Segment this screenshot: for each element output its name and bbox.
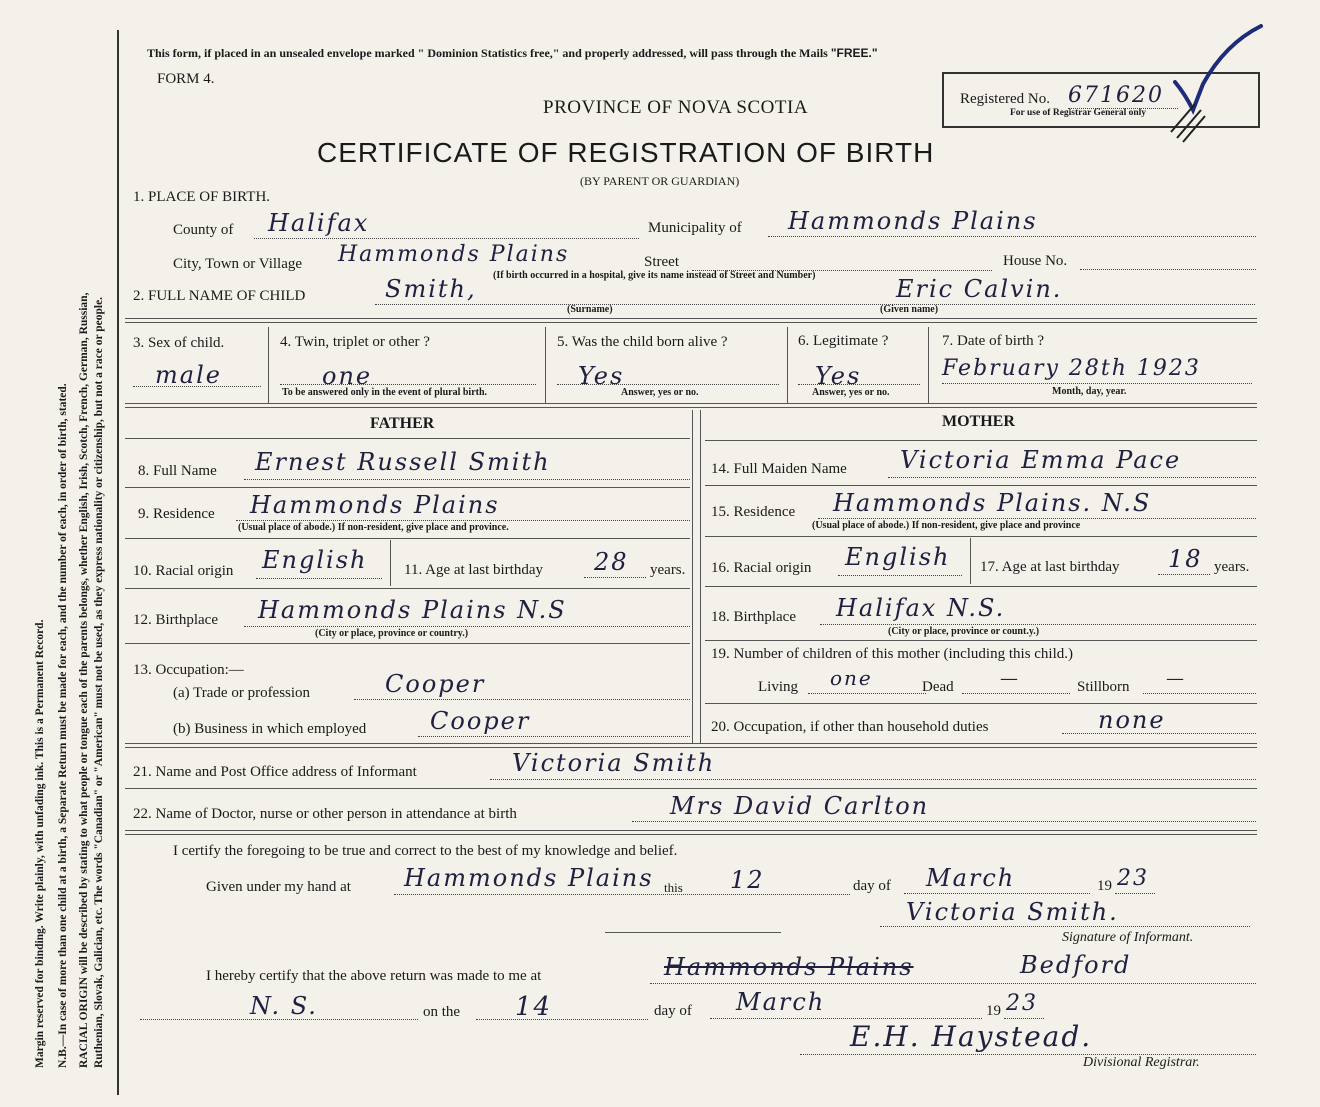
- father-racial-label: 10. Racial origin: [133, 563, 234, 579]
- dob-note: Month, day, year.: [1052, 386, 1127, 397]
- divider-4-5: [545, 327, 546, 403]
- divider-5-6: [787, 327, 788, 403]
- father-name-line: [244, 479, 690, 480]
- father-birthplace-value: Hammonds Plains N.S: [258, 596, 567, 624]
- signature-rule: [605, 932, 781, 933]
- father-name-value: Ernest Russell Smith: [255, 448, 551, 476]
- mother-heading-rule: [705, 440, 1257, 441]
- father-age-unit: years.: [650, 562, 686, 578]
- given-day-of-label: day of: [853, 878, 891, 894]
- business-value: Cooper: [430, 707, 531, 735]
- legitimate-label: 6. Legitimate ?: [798, 333, 889, 349]
- alive-label: 5. Was the child born alive ?: [557, 334, 728, 350]
- stillborn-value: —: [1166, 668, 1186, 689]
- given-place-line: [394, 894, 850, 895]
- mother-age-value: 18: [1168, 545, 1203, 573]
- informant-value: Victoria Smith: [512, 749, 716, 777]
- child-name-line: [375, 304, 1255, 305]
- on-the-label: on the: [423, 1004, 461, 1020]
- alive-note: Answer, yes or no.: [621, 387, 699, 398]
- mother-birthplace-line: [820, 624, 1256, 625]
- rule-after-attendant: [125, 830, 1257, 835]
- mother-rule-4: [705, 640, 1257, 641]
- county-label: County of: [173, 222, 234, 238]
- attendant-value: Mrs David Carlton: [670, 792, 930, 820]
- checkmark-icon: [1165, 22, 1270, 147]
- county-value: Halifax: [268, 209, 370, 237]
- municipality-value: Hammonds Plains: [788, 207, 1038, 235]
- trade-label: (a) Trade or profession: [173, 685, 311, 701]
- city-label: City, Town or Village: [173, 256, 303, 272]
- registrar-month: March: [736, 988, 826, 1016]
- mother-occupation-value: none: [1098, 706, 1166, 734]
- rule-after-name: [125, 318, 1257, 323]
- registrar-place-line: [650, 983, 1256, 984]
- father-rule-3: [125, 588, 690, 589]
- informant-signature: Victoria Smith.: [906, 898, 1119, 926]
- hospital-note: (If birth occurred in a hospital, give its name instead of Street and Number): [493, 270, 816, 281]
- registrar-statement: I hereby certify that the above return was made to me at: [206, 968, 542, 984]
- municipality-label: Municipality of: [648, 220, 742, 236]
- dead-value: —: [1000, 668, 1020, 689]
- registrar-year-line: [1004, 1018, 1044, 1019]
- father-age-label: 11. Age at last birthday: [404, 562, 543, 578]
- informant-label: 21. Name and Post Office address of Informant: [133, 764, 417, 780]
- father-birthplace-label: 12. Birthplace: [133, 612, 218, 628]
- registrar-place-cont: N. S.: [250, 992, 318, 1020]
- margin-note-binding: Margin reserved for binding. Write plainly, with unfading ink. This is a Permanent Record.: [34, 619, 46, 1068]
- given-year-line: [1115, 893, 1155, 894]
- mother-age-line: [1158, 574, 1210, 575]
- alive-value: Yes: [578, 362, 625, 390]
- given-year-prefix: 19: [1097, 878, 1112, 894]
- child-name-label: 2. FULL NAME OF CHILD: [133, 288, 306, 304]
- parents-divider-right: [700, 410, 701, 744]
- father-name-label: 8. Full Name: [138, 463, 217, 479]
- sex-line: [133, 386, 261, 387]
- mother-age-label: 17. Age at last birthday: [980, 559, 1120, 575]
- mother-name-line: [888, 477, 1256, 478]
- registrar-place-struck: Hammonds Plains: [664, 953, 914, 981]
- legitimate-line: [798, 384, 920, 385]
- street-label: Street: [644, 254, 679, 270]
- registrar-year-prefix: 19: [986, 1003, 1001, 1019]
- given-day: 12: [730, 866, 765, 894]
- living-label: Living: [758, 679, 798, 695]
- rule-after-parents: [125, 743, 1257, 748]
- father-residence-value: Hammonds Plains: [250, 491, 500, 519]
- mother-residence-note: (Usual place of abode.) If non-resident, give place and province: [812, 520, 1081, 531]
- margin-note-racial-origin-1: RACIAL ORIGIN will be described by stating to what people or tongue each of the parents belongs, whether English, Irish, Scotch, French, German, Russian,: [78, 292, 90, 1068]
- mother-racial-label: 16. Racial origin: [711, 560, 812, 576]
- registrar-month-line: [710, 1018, 982, 1019]
- dob-value: February 28th 1923: [942, 356, 1201, 381]
- attendant-line: [632, 821, 1256, 822]
- surname-caption: (Surname): [567, 304, 613, 315]
- father-residence-line: [236, 520, 690, 521]
- legitimate-note: Answer, yes or no.: [812, 387, 890, 398]
- mail-note: This form, if placed in an unsealed envelope marked " Dominion Statistics free," and properly addressed, will pass through the Mails "FREE.": [147, 46, 878, 60]
- registrar-note: For use of Registrar General only: [1010, 108, 1147, 118]
- father-heading: FATHER: [370, 415, 435, 432]
- given-year: 23: [1117, 866, 1149, 891]
- divider-3-4: [268, 327, 269, 403]
- mother-name-label: 14. Full Maiden Name: [711, 461, 847, 477]
- twin-line: [280, 384, 536, 385]
- stillborn-line: [1143, 693, 1256, 694]
- given-label: Given under my hand at: [206, 879, 351, 895]
- mother-birthplace-value: Halifax N.S.: [836, 594, 1006, 622]
- father-birthplace-line: [244, 626, 690, 627]
- given-month: March: [926, 864, 1016, 892]
- father-residence-label: 9. Residence: [138, 506, 215, 522]
- registrar-day: 14: [515, 992, 553, 1022]
- registered-label: Registered No.: [960, 91, 1050, 107]
- mother-birthplace-label: 18. Birthplace: [711, 609, 796, 625]
- informant-signature-caption: Signature of Informant.: [1062, 930, 1194, 945]
- father-rule-1: [125, 487, 690, 488]
- mother-name-value: Victoria Emma Pace: [900, 446, 1182, 474]
- rule-after-details: [125, 403, 1257, 408]
- margin-note-multiple-births: N.B.—In case of more than one child at a birth, a Separate Return must be made for each, and the number of each, in order of birth, stated.: [57, 383, 69, 1068]
- mother-residence-line: [818, 518, 1256, 519]
- page-title: CERTIFICATE OF REGISTRATION OF BIRTH: [317, 137, 935, 168]
- registrar-day-line: [476, 1019, 648, 1020]
- father-occupation-label: 13. Occupation:—: [133, 662, 244, 678]
- form-number: FORM 4.: [157, 71, 215, 87]
- binding-margin-line: [117, 30, 119, 1095]
- mother-occupation-line: [1062, 733, 1256, 734]
- mother-age-unit: years.: [1214, 559, 1250, 575]
- province-heading: PROVINCE OF NOVA SCOTIA: [543, 97, 809, 118]
- city-value: Hammonds Plains: [338, 242, 570, 267]
- father-age-value: 28: [594, 548, 629, 576]
- dob-label: 7. Date of birth ?: [942, 333, 1045, 349]
- mother-rule-2: [705, 536, 1257, 537]
- rule-after-informant: [125, 788, 1257, 789]
- father-rule-4: [125, 643, 690, 644]
- mother-residence-value: Hammonds Plains. N.S: [833, 489, 1152, 517]
- mother-rule-1: [705, 485, 1257, 486]
- mother-heading: MOTHER: [942, 413, 1015, 430]
- twin-value: one: [322, 362, 373, 390]
- father-residence-note: (Usual place of abode.) If non-resident, give place and province.: [238, 522, 509, 533]
- business-label: (b) Business in which employed: [173, 721, 367, 737]
- sex-value: male: [155, 361, 222, 389]
- father-age-line: [584, 577, 646, 578]
- informant-line: [490, 779, 1256, 780]
- father-racial-line: [256, 578, 382, 579]
- registrar-year: 23: [1006, 991, 1038, 1016]
- legitimate-value: Yes: [815, 362, 862, 390]
- stillborn-label: Stillborn: [1077, 679, 1130, 695]
- father-rule-2: [125, 538, 690, 539]
- municipality-line: [768, 236, 1256, 237]
- parents-divider-left: [692, 410, 693, 744]
- twin-note: To be answered only in the event of plural birth.: [282, 387, 488, 398]
- twin-label: 4. Twin, triplet or other ?: [280, 334, 430, 350]
- page-subtitle: (BY PARENT OR GUARDIAN): [580, 174, 740, 188]
- registrar-place-cont-line: [140, 1019, 418, 1020]
- mother-residence-label: 15. Residence: [711, 504, 796, 520]
- sex-label: 3. Sex of child.: [133, 335, 225, 351]
- father-racial-value: English: [262, 546, 368, 574]
- mother-children-label: 19. Number of children of this mother (including this child.): [711, 646, 1074, 662]
- living-line: [808, 693, 926, 694]
- father-birthplace-note: (City or place, province or country.): [315, 628, 469, 639]
- child-surname: Smith,: [385, 275, 477, 303]
- informant-signature-line: [880, 926, 1250, 927]
- given-caption: (Given name): [880, 304, 939, 315]
- house-label: House No.: [1003, 253, 1068, 269]
- registrar-place: Bedford: [1020, 951, 1132, 979]
- dead-label: Dead: [922, 679, 954, 695]
- registrar-signature: E.H. Haystead.: [850, 1020, 1093, 1053]
- mother-birthplace-note: (City or place, province or count.y.): [888, 626, 1040, 637]
- registrar-signature-caption: Divisional Registrar.: [1083, 1055, 1200, 1070]
- mother-racial-divider: [970, 538, 971, 584]
- business-line: [418, 736, 690, 737]
- given-place: Hammonds Plains: [404, 864, 654, 892]
- trade-line: [354, 699, 690, 700]
- father-racial-divider: [390, 540, 391, 586]
- alive-line: [557, 384, 779, 385]
- house-line: [1080, 269, 1256, 270]
- place-of-birth-label: 1. PLACE OF BIRTH.: [133, 189, 271, 205]
- given-month-line: [904, 893, 1090, 894]
- mother-rule-3: [705, 586, 1257, 587]
- trade-value: Cooper: [385, 670, 486, 698]
- attendant-label: 22. Name of Doctor, nurse or other person in attendance at birth: [133, 806, 517, 822]
- margin-note-racial-origin-2: Ruthenian, Slovak, Galician, etc. The words "Canadian" or "American" must not be used, as they express nationality or citizenship, but not a race or people.: [93, 296, 105, 1068]
- registrar-day-of-label: day of: [654, 1003, 692, 1019]
- mother-rule-5: [705, 703, 1257, 704]
- this-label: this: [664, 880, 683, 895]
- county-line: [254, 238, 639, 239]
- mother-racial-line: [838, 575, 962, 576]
- certify-statement: I certify the foregoing to be true and correct to the best of my knowledge and belief.: [173, 843, 678, 859]
- father-heading-rule: [125, 438, 690, 439]
- registered-number: 671620: [1068, 83, 1164, 108]
- divider-6-7: [928, 327, 929, 403]
- living-value: one: [830, 666, 873, 690]
- dob-line: [942, 383, 1252, 384]
- child-given-name: Eric Calvin.: [896, 275, 1063, 303]
- mother-occupation-label: 20. Occupation, if other than household duties: [711, 719, 989, 735]
- mother-racial-value: English: [845, 543, 951, 571]
- dead-line: [962, 693, 1070, 694]
